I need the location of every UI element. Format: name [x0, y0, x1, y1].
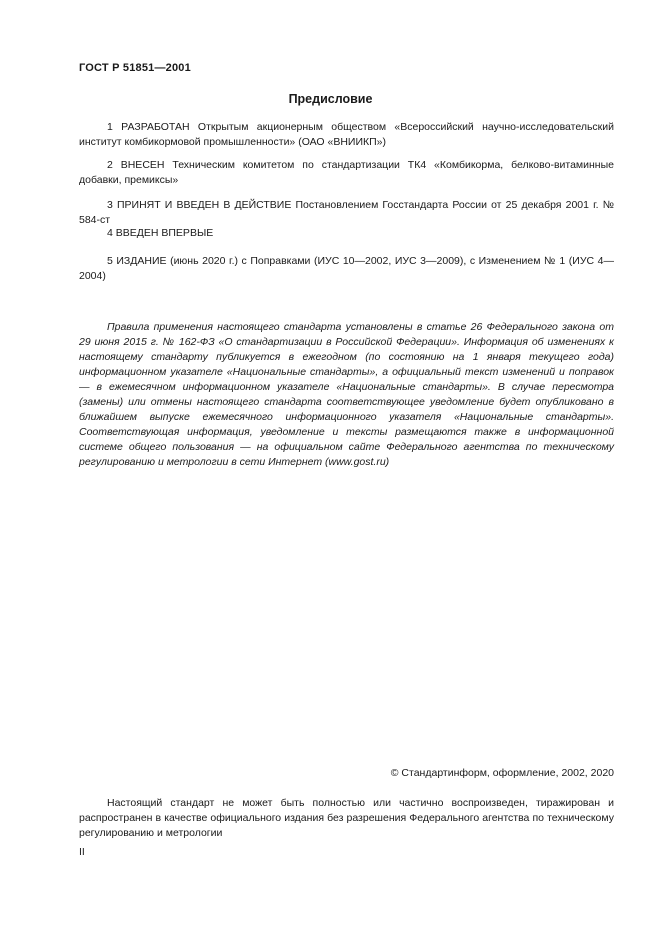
foreword-item-text: 2 ВНЕСЕН Техническим комитетом по стандартизации ТК4 «Комбикорма, белково-витаминные добавки, премиксы»: [79, 159, 614, 186]
foreword-item-text: 1 РАЗРАБОТАН Открытым акционерным обществом «Всероссийский научно-исследовательский институт комбикормовой промышленности» (ОАО «ВНИИКП»): [79, 121, 614, 148]
page-title: Предисловие: [288, 92, 373, 106]
foreword-item-4: [79, 226, 614, 241]
foreword-item-3: [79, 198, 614, 228]
foreword-item-text: 3 ПРИНЯТ И ВВЕДЕН В ДЕЙСТВИЕ Постановлением Госстандарта России от 25 декабря 2001 г. № 584-ст: [79, 199, 614, 226]
notice-text: Правила применения настоящего стандарта установлены в статье 26 Федерального закона от 29 июня 2015 г. № 162-ФЗ «О стандартизации в Российской Федерации». Информация об изменениях к настоящему стандарту публикуется в ежегодном (по состоянию на 1 января текущего года) информационном указателе «Национальные стандарты», а официальный текст изменений и поправок — в ежемесячном информационном указателе «Национальные стандарты». В случае пересмотра (замены) или отмены настоящего стандарта соответствующее уведомление будет опубликовано в ближайшем выпуске ежемесячного информационного указателя «Национальные стандарты». Соответствующая информация, уведомление и тексты размещаются также в информационной системе общего пользования — на официальном сайте Федерального агентства по техническому регулированию и метрологии в сети Интернет (www.gost.ru): [79, 321, 614, 468]
copyright-line: © Стандартинформ, оформление, 2002, 2020: [390, 767, 614, 779]
page-number: II: [79, 846, 85, 858]
foreword-item-1: [79, 120, 614, 150]
reproduction-notice-text: Настоящий стандарт не может быть полностью или частично воспроизведен, тиражирован и распространен в качестве официального издания без разрешения Федерального агентства по техническому регулированию и метрологии: [79, 797, 614, 839]
reproduction-notice: [79, 796, 614, 841]
foreword-item-text: 5 ИЗДАНИЕ (июнь 2020 г.) с Поправками (ИУС 10—2002, ИУС 3—2009), с Изменением № 1 (ИУС 4—2004): [79, 255, 614, 282]
document-code: ГОСТ Р 51851—2001: [79, 62, 191, 74]
foreword-item-text: 4 ВВЕДЕН ВПЕРВЫЕ: [107, 227, 214, 239]
foreword-item-5: [79, 254, 614, 284]
foreword-item-2: [79, 158, 614, 188]
application-rules-notice: [79, 320, 614, 470]
